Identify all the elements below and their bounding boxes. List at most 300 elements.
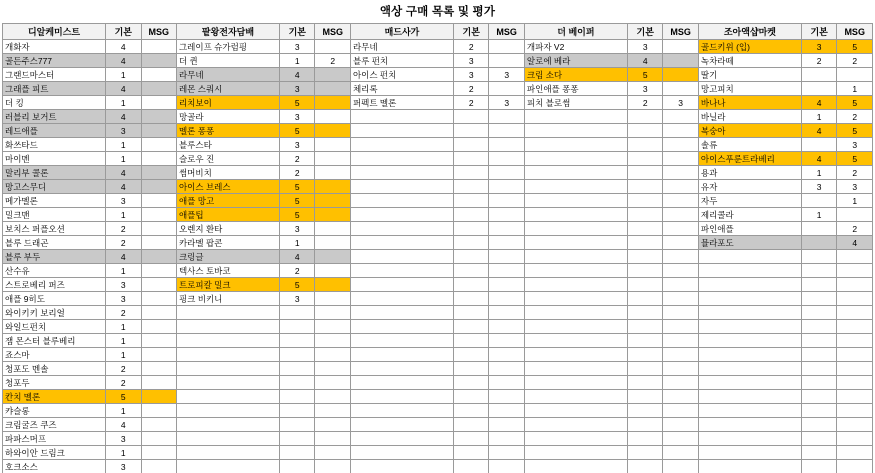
cell-empty [698,446,801,460]
cell-score-msg: 5 [837,124,873,138]
cell-empty [350,124,453,138]
page-title: 액상 구매 목록 및 평가 [379,6,496,18]
cell-empty [524,180,627,194]
cell-product-name: 피치 블로썸 [524,96,627,110]
cell-score-msg [141,194,176,208]
cell-empty [489,124,524,138]
cell-score-msg [315,124,350,138]
cell-empty [801,418,836,432]
cell-product-name: 애플 9히도 [3,292,106,306]
cell-empty [350,432,453,446]
cell-product-name: 블루 펀치 [350,54,453,68]
cell-empty [524,348,627,362]
cell-empty [280,362,315,376]
column-header-basic: 기본 [454,24,489,40]
cell-empty [837,292,873,306]
cell-empty [489,208,524,222]
cell-empty [315,362,350,376]
cell-empty [663,278,698,292]
cell-score-basic: 2 [280,166,315,180]
cell-empty [627,460,662,473]
cell-score-msg [141,54,176,68]
cell-score-msg [141,362,176,376]
cell-product-name: 리치보이 [176,96,279,110]
cell-empty [837,390,873,404]
cell-empty [663,236,698,250]
cell-product-name: 카라멜 팝콘 [176,236,279,250]
cell-empty [801,460,836,473]
cell-score-basic: 4 [801,124,836,138]
table-row [3,180,873,194]
table-row [3,68,873,82]
cell-empty [489,292,524,306]
cell-empty [176,348,279,362]
cell-product-name: 멜론 퐁퐁 [176,124,279,138]
cell-empty [454,124,489,138]
cell-empty [489,432,524,446]
cell-empty [627,320,662,334]
cell-score-msg: 5 [837,40,873,54]
cell-empty [627,376,662,390]
cell-empty [663,222,698,236]
cell-empty [350,110,453,124]
cell-product-name: 그레이프 슈가럼핑 [176,40,279,54]
cell-empty [524,320,627,334]
cell-product-name: 청포도 멘솔 [3,362,106,376]
cell-score-msg [141,306,176,320]
cell-product-name: 체리록 [350,82,453,96]
cell-score-msg [141,376,176,390]
cell-empty [176,306,279,320]
cell-empty [524,292,627,306]
cell-score-basic: 3 [801,40,836,54]
cell-empty [524,236,627,250]
cell-empty [524,376,627,390]
table-row [3,110,873,124]
cell-empty [837,418,873,432]
cell-empty [837,348,873,362]
cell-empty [663,138,698,152]
cell-score-msg [141,390,176,404]
cell-score-basic: 4 [106,180,141,194]
cell-empty [280,376,315,390]
cell-score-basic [801,82,836,96]
cell-score-msg [315,236,350,250]
cell-empty [454,236,489,250]
cell-empty [489,264,524,278]
cell-empty [698,306,801,320]
cell-score-msg [141,208,176,222]
cell-product-name: 오렌지 환타 [176,222,279,236]
cell-empty [698,362,801,376]
cell-empty [350,306,453,320]
table-row [3,432,873,446]
cell-product-name: 더 퀸 [176,54,279,68]
cell-product-name: 블루 드래곤 [3,236,106,250]
cell-empty [454,166,489,180]
cell-score-msg [141,404,176,418]
table-row [3,152,873,166]
cell-product-name: 망골라 [176,110,279,124]
table-row [3,404,873,418]
cell-product-name: 개파자 V2 [524,40,627,54]
cell-score-basic: 5 [280,180,315,194]
cell-score-basic: 2 [454,82,489,96]
cell-score-msg [315,82,350,96]
cell-empty [489,348,524,362]
cell-product-name: 그래플 피트 [3,82,106,96]
cell-empty [524,404,627,418]
cell-product-name: 칸치 멜론 [3,390,106,404]
cell-empty [489,236,524,250]
cell-empty [489,180,524,194]
cell-score-msg [315,264,350,278]
cell-empty [454,362,489,376]
cell-empty [627,432,662,446]
cell-product-name: 보치스 퍼플오션 [3,222,106,236]
cell-product-name: 뮬라포도 [698,236,801,250]
cell-empty [454,138,489,152]
cell-product-name: 라무네 [176,68,279,82]
cell-empty [454,320,489,334]
cell-score-basic: 3 [454,54,489,68]
cell-empty [663,180,698,194]
table-row [3,334,873,348]
cell-score-msg [663,68,698,82]
cell-score-basic: 5 [280,278,315,292]
cell-product-name: 골든주스777 [3,54,106,68]
cell-empty [176,362,279,376]
cell-empty [280,348,315,362]
cell-empty [280,320,315,334]
cell-score-msg [141,138,176,152]
cell-empty [663,320,698,334]
cell-empty [698,418,801,432]
cell-score-basic: 4 [280,68,315,82]
cell-empty [698,250,801,264]
cell-score-msg: 3 [489,68,524,82]
cell-empty [837,278,873,292]
cell-score-msg [315,68,350,82]
cell-empty [627,390,662,404]
cell-empty [524,390,627,404]
cell-empty [627,180,662,194]
cell-product-name: 화쓰타드 [3,138,106,152]
cell-product-name: 밀크맨 [3,208,106,222]
table-row [3,348,873,362]
cell-score-basic: 4 [106,40,141,54]
cell-empty [801,264,836,278]
cell-empty [801,320,836,334]
cell-score-msg: 2 [837,54,873,68]
cell-empty [350,264,453,278]
cell-product-name: 그랜드마스터 [3,68,106,82]
cell-empty [350,236,453,250]
cell-empty [489,250,524,264]
cell-empty [350,404,453,418]
group-header-5: 조아액샵마켓 [698,24,801,40]
cell-score-basic: 1 [801,208,836,222]
cell-product-name: 아이스 펀치 [350,68,453,82]
cell-empty [698,432,801,446]
cell-score-basic: 2 [106,222,141,236]
cell-empty [698,404,801,418]
cell-score-basic: 1 [106,264,141,278]
cell-score-msg [141,432,176,446]
cell-empty [524,194,627,208]
cell-empty [524,208,627,222]
cell-score-basic [801,194,836,208]
cell-empty [627,250,662,264]
cell-product-name: 러블리 보거트 [3,110,106,124]
cell-empty [663,404,698,418]
cell-score-msg: 3 [837,180,873,194]
cell-empty [280,334,315,348]
cell-score-msg: 5 [837,152,873,166]
cell-score-msg [315,138,350,152]
cell-empty [454,334,489,348]
cell-product-name: 트로피칼 밀크 [176,278,279,292]
cell-score-msg [489,54,524,68]
cell-score-basic: 2 [627,96,662,110]
cell-score-msg [663,40,698,54]
cell-empty [489,404,524,418]
cell-empty [524,334,627,348]
cell-empty [801,278,836,292]
cell-empty [524,250,627,264]
cell-empty [350,362,453,376]
cell-product-name: 말리부 콜론 [3,166,106,180]
purchase-table [2,23,873,473]
cell-empty [280,404,315,418]
cell-empty [350,166,453,180]
cell-score-basic: 1 [801,166,836,180]
cell-empty [350,390,453,404]
cell-score-msg [315,194,350,208]
cell-empty [663,376,698,390]
cell-score-msg: 3 [489,96,524,110]
cell-score-msg [315,222,350,236]
cell-product-name: 잼 몬스터 블루베리 [3,334,106,348]
cell-empty [663,250,698,264]
cell-empty [663,432,698,446]
cell-empty [454,264,489,278]
cell-empty [350,376,453,390]
table-row [3,236,873,250]
cell-score-msg [141,264,176,278]
cell-empty [489,334,524,348]
table-row [3,264,873,278]
cell-empty [315,404,350,418]
cell-score-msg [141,460,176,473]
cell-score-basic [801,138,836,152]
cell-empty [350,208,453,222]
cell-empty [663,166,698,180]
cell-product-name: 블루 부두 [3,250,106,264]
cell-score-basic: 4 [106,82,141,96]
cell-empty [454,418,489,432]
cell-empty [454,306,489,320]
cell-product-name: 블루스타 [176,138,279,152]
cell-score-msg [315,278,350,292]
cell-score-msg [663,54,698,68]
cell-empty [801,362,836,376]
cell-score-msg [315,166,350,180]
table-row [3,460,873,473]
cell-score-msg [141,40,176,54]
cell-empty [627,152,662,166]
cell-empty [801,404,836,418]
cell-empty [627,208,662,222]
cell-empty [280,418,315,432]
cell-empty [698,320,801,334]
table-row [3,166,873,180]
table-header-row [3,24,873,40]
cell-empty [489,446,524,460]
cell-empty [454,208,489,222]
cell-empty [454,390,489,404]
cell-score-basic [801,222,836,236]
cell-score-msg [489,40,524,54]
cell-score-basic: 3 [801,180,836,194]
column-header-msg: MSG [837,24,873,40]
cell-empty [350,180,453,194]
cell-empty [801,250,836,264]
cell-empty [698,264,801,278]
cell-empty [801,390,836,404]
cell-score-basic: 1 [280,236,315,250]
cell-empty [350,348,453,362]
table-row [3,194,873,208]
cell-score-msg [141,250,176,264]
cell-score-basic: 3 [627,40,662,54]
cell-score-basic: 2 [106,236,141,250]
group-header-1: 디알케미스트 [3,24,106,40]
table-row [3,82,873,96]
cell-score-basic: 1 [106,208,141,222]
cell-score-msg [141,446,176,460]
cell-product-name: 복숭아 [698,124,801,138]
cell-empty [489,222,524,236]
cell-empty [315,432,350,446]
cell-empty [663,460,698,473]
cell-product-name: 청포두 [3,376,106,390]
cell-empty [627,222,662,236]
cell-empty [350,334,453,348]
cell-empty [627,124,662,138]
cell-score-msg [315,250,350,264]
cell-empty [837,264,873,278]
cell-product-name: 애플 망고 [176,194,279,208]
cell-empty [627,446,662,460]
column-header-msg: MSG [141,24,176,40]
cell-score-basic: 2 [454,40,489,54]
cell-score-basic: 4 [280,250,315,264]
cell-empty [627,264,662,278]
cell-product-name: 레몬 스쿼시 [176,82,279,96]
cell-score-basic: 1 [106,320,141,334]
cell-empty [663,418,698,432]
table-row [3,208,873,222]
cell-score-msg [315,208,350,222]
cell-score-basic: 3 [280,138,315,152]
cell-empty [524,110,627,124]
cell-product-name: 하와이안 드림크 [3,446,106,460]
cell-empty [489,152,524,166]
table-row [3,138,873,152]
table-row [3,292,873,306]
cell-empty [663,194,698,208]
cell-empty [663,446,698,460]
cell-empty [489,166,524,180]
cell-product-name: 망고피치 [698,82,801,96]
cell-empty [698,348,801,362]
column-header-msg: MSG [489,24,524,40]
table-row [3,320,873,334]
cell-empty [489,418,524,432]
cell-empty [315,334,350,348]
cell-empty [489,278,524,292]
cell-empty [280,432,315,446]
cell-empty [280,446,315,460]
cell-score-msg [141,124,176,138]
cell-score-msg [141,320,176,334]
cell-empty [524,418,627,432]
cell-empty [663,110,698,124]
cell-empty [663,390,698,404]
cell-product-name: 라무네 [350,40,453,54]
cell-score-basic: 3 [106,194,141,208]
cell-empty [176,446,279,460]
cell-empty [454,194,489,208]
cell-score-msg [141,82,176,96]
cell-empty [315,306,350,320]
cell-empty [627,362,662,376]
table-row [3,390,873,404]
cell-empty [627,110,662,124]
cell-empty [454,250,489,264]
cell-empty [698,334,801,348]
cell-product-name: 파파스머프 [3,432,106,446]
cell-score-basic: 1 [106,68,141,82]
cell-empty [176,432,279,446]
cell-empty [663,124,698,138]
cell-empty [350,250,453,264]
cell-score-basic: 1 [106,138,141,152]
cell-product-name: 슬로우 진 [176,152,279,166]
table-row [3,376,873,390]
table-row [3,418,873,432]
cell-score-msg: 1 [837,194,873,208]
cell-score-msg [141,96,176,110]
table-row [3,446,873,460]
cell-empty [837,306,873,320]
cell-product-name: 와이키키 보리얼 [3,306,106,320]
cell-empty [627,278,662,292]
cell-score-basic: 5 [106,390,141,404]
cell-product-name: 알로에 베라 [524,54,627,68]
cell-product-name: 파인애플 [698,222,801,236]
cell-empty [315,390,350,404]
cell-score-basic: 3 [280,82,315,96]
cell-score-basic: 3 [106,432,141,446]
cell-score-basic: 2 [106,306,141,320]
cell-score-basic [801,236,836,250]
cell-empty [454,404,489,418]
cell-empty [837,432,873,446]
cell-score-msg [315,40,350,54]
cell-empty [176,460,279,473]
